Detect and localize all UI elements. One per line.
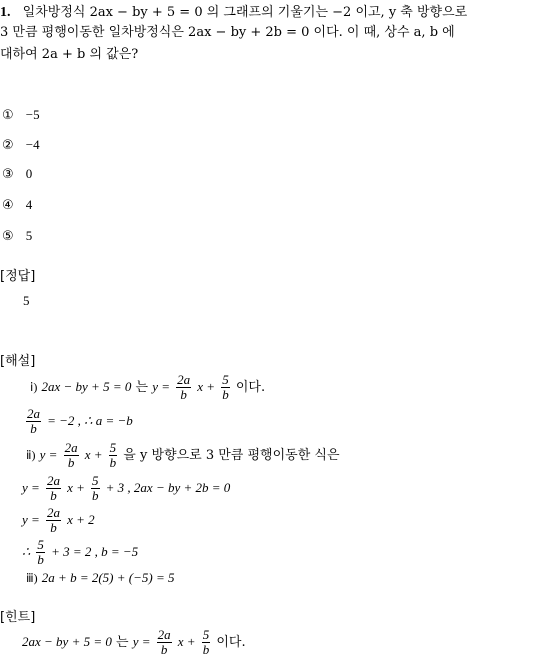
text: 이다.	[235, 380, 266, 395]
equation: = −2 , ∴ a = −b	[47, 413, 133, 428]
choice-5[interactable]	[2, 227, 32, 246]
choice-3[interactable]	[2, 165, 32, 184]
question-line-1	[0, 4, 467, 22]
solution-step-2: ⅱ) y = $\frac{2a}{b}$ x + $\frac{5}{b}$ 을 y 방향으로 3 만큼 평행이동한 식은	[26, 440, 340, 470]
choice-value: 0	[25, 166, 33, 181]
fraction: $\frac{2a}{b}$	[64, 440, 78, 470]
fraction: $\frac{5}{b}$	[37, 537, 44, 567]
question-line-2	[0, 24, 455, 42]
hint-heading: [힌트]	[0, 610, 36, 625]
step-label: ⅱ)	[26, 448, 36, 462]
equation: 2a + b = 2(5) + (−5) = 5	[41, 570, 175, 585]
text: 는	[135, 380, 149, 395]
answer-heading: [정답]	[0, 269, 36, 284]
fraction: $\frac{2a}{b}$	[27, 406, 40, 436]
equation: 2ax − by + 5 = 0	[41, 379, 132, 394]
fraction: $\frac{2a}{b}$	[157, 627, 171, 657]
text: 이다.	[216, 635, 246, 650]
choice-mark: ④	[2, 198, 14, 213]
fraction: $\frac{2a}{b}$	[46, 473, 60, 503]
choice-value: 5	[25, 228, 33, 243]
equation: y =	[152, 379, 170, 394]
fraction: $\frac{2a}{b}$	[46, 505, 60, 535]
choice-mark: ①	[2, 108, 14, 123]
fraction: $\frac{5}{b}$	[92, 473, 99, 503]
choice-value: −5	[25, 107, 40, 122]
choice-value: 4	[25, 197, 33, 212]
solution-step-2c: y = $\frac{2a}{b}$ x + 2	[22, 505, 95, 535]
hint-line: 2ax − by + 5 = 0 는 y = $\frac{2a}{b}$ x + $\frac{5}{b}$ 이다.	[22, 627, 246, 657]
solution-step-2d: ∴ $\frac{5}{b}$ + 3 = 2 , b = −5	[22, 537, 139, 567]
solution-heading: [해설]	[0, 354, 36, 369]
step-label: ⅲ)	[26, 571, 38, 585]
question-text-3: 대하여 2a + b 의 값은?	[0, 47, 139, 62]
solution-step-1: ⅰ) 2ax − by + 5 = 0 는 y = $\frac{2a}{b}$ x + $\frac{5}{b}$ 이다.	[30, 372, 266, 402]
question-number: 1.	[0, 5, 11, 20]
solution-step-3	[26, 569, 174, 588]
choice-value: −4	[25, 137, 40, 152]
solution-step-1b	[24, 407, 133, 436]
fraction: $\frac{5}{b}$	[222, 372, 229, 402]
answer-value: 5	[23, 293, 30, 308]
text: 는	[116, 635, 129, 650]
choice-1[interactable]	[2, 106, 40, 125]
choice-mark: ③	[2, 167, 14, 182]
equation: 2ax − by + 5 = 0	[22, 634, 112, 649]
choice-mark: ⑤	[2, 229, 14, 244]
text: 을 y 방향으로 3 만큼 평행이동한 식은	[123, 448, 340, 463]
solution-step-2b: y = $\frac{2a}{b}$ x + $\frac{5}{b}$ + 3 , 2ax − by + 2b = 0	[22, 473, 231, 503]
question-text-1: 일차방정식 2ax − by + 5 = 0 의 그래프의 기울기는 −2 이고, y 축 방향으로	[22, 5, 468, 20]
fraction: $\frac{5}{b}$	[202, 627, 210, 657]
choice-4[interactable]	[2, 196, 32, 215]
choice-mark: ②	[2, 138, 14, 153]
fraction: $\frac{2a}{b}$	[177, 372, 191, 402]
question-text-2: 3 만큼 평행이동한 일차방정식은 2ax − by + 2b = 0 이다. 이 때, 상수 a, b 에	[0, 25, 455, 40]
fraction: $\frac{5}{b}$	[109, 440, 117, 470]
choice-2[interactable]	[2, 136, 40, 155]
question-line-3	[0, 46, 138, 64]
step-label: ⅰ)	[30, 380, 38, 394]
